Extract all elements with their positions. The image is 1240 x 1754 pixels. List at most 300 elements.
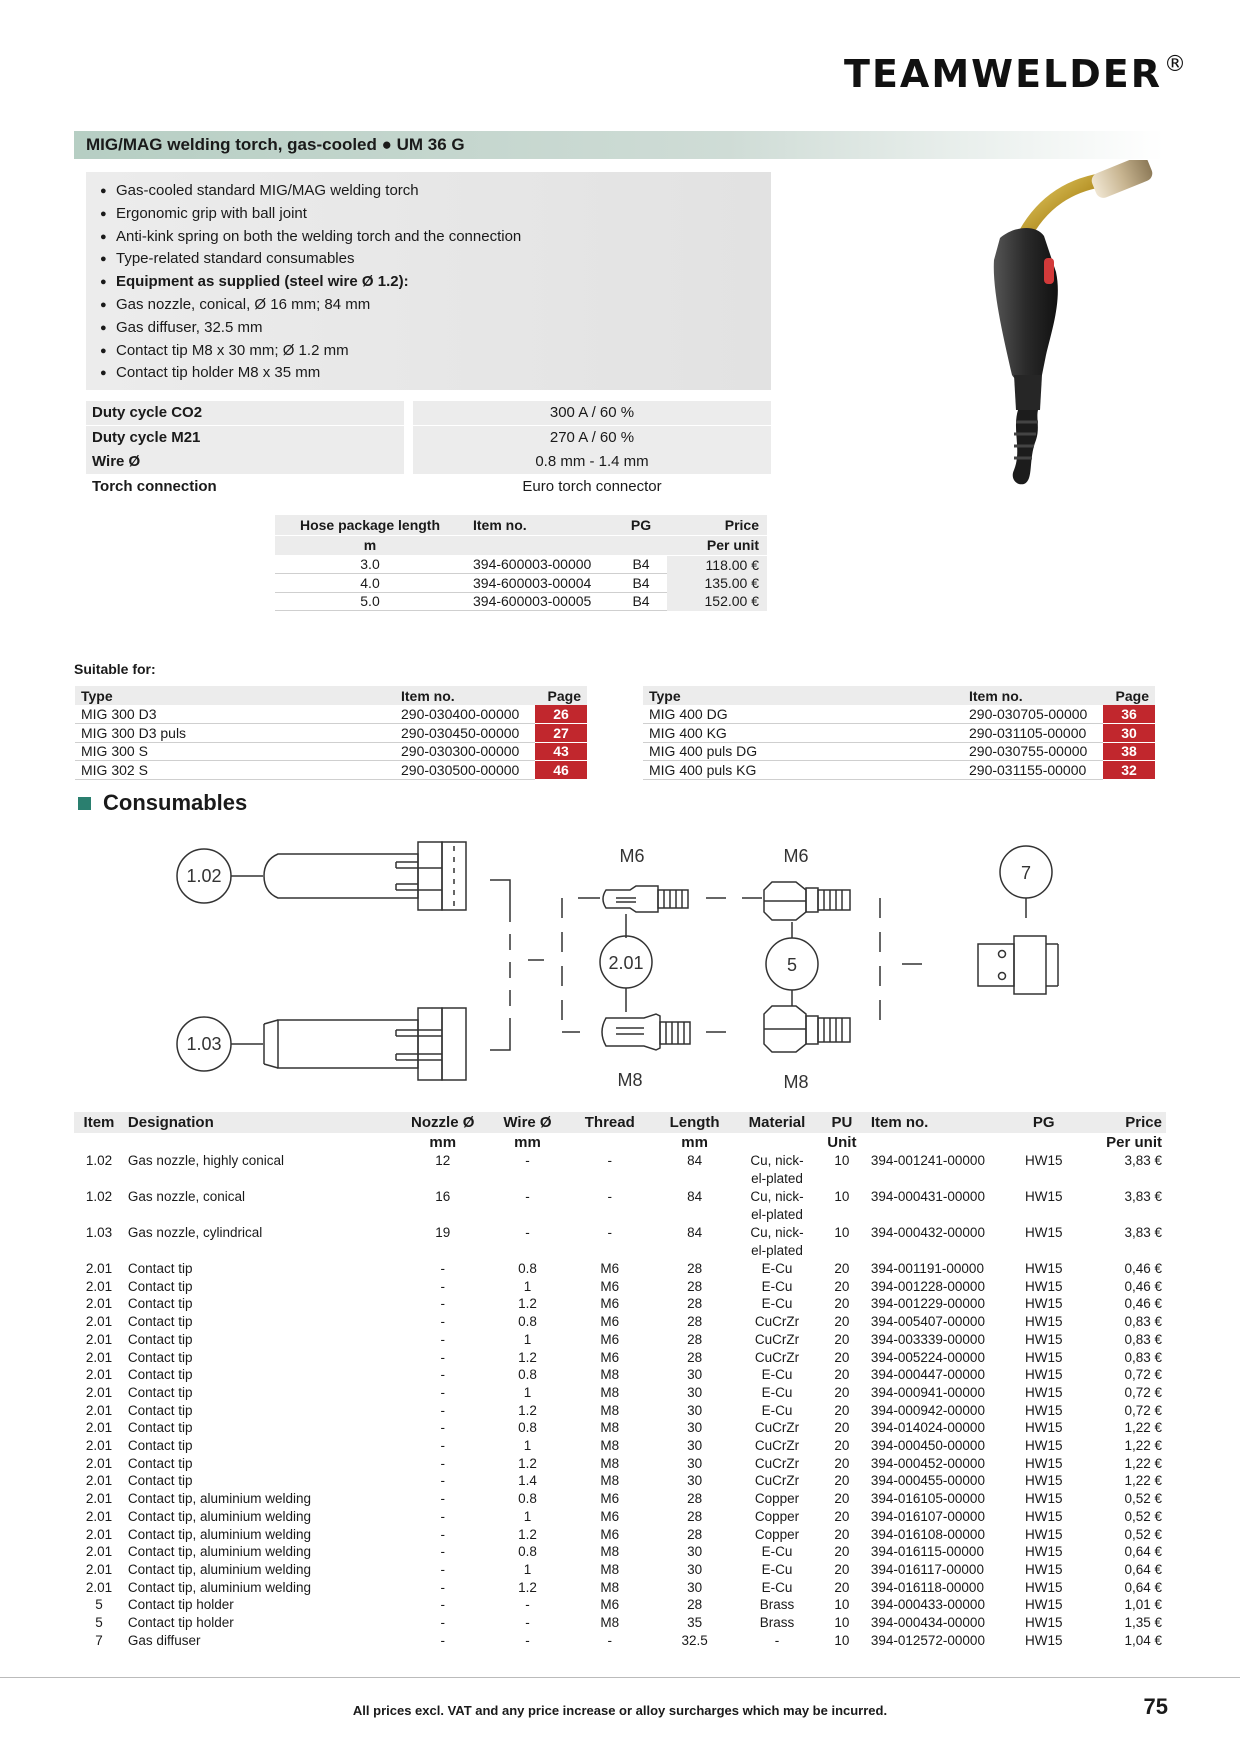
cons-cell: 0.8 [518,1314,537,1330]
cons-cell: 0,46 € [1124,1261,1162,1276]
cons-cell: M6 [600,1508,620,1524]
cons-cell: Cu, nick- el-plated [750,1189,804,1222]
cons-cell: 5 [95,1615,103,1631]
cons-cell: - [440,1473,445,1489]
cons-cell: 16 [435,1189,451,1204]
cons-cell: Copper [754,1491,800,1507]
cons-cell: 2.01 [85,1544,113,1560]
cons-cell: 0.8 [518,1544,537,1560]
cons-cell: 2.01 [85,1367,113,1383]
page-badge: 36 [1103,705,1155,724]
table-row [74,1526,1166,1544]
cons-cell: 2.01 [85,1349,113,1365]
cons-cell: 0,52 € [1124,1491,1162,1507]
cons-cell: - [440,1278,445,1294]
cons-cell: 0,83 € [1124,1314,1162,1330]
cons-cell: - [607,1225,613,1240]
spec-value: Euro torch connector [522,477,662,495]
cons-cell: 394-000447-00000 [870,1367,985,1383]
cons-cell: 394-003339-00000 [870,1331,985,1347]
cons-cell: 1 [523,1331,532,1347]
cons-cell: 2.01 [85,1508,113,1524]
cons-cell: 2.01 [85,1314,113,1330]
cons-cell: 394-000450-00000 [870,1438,985,1454]
cons-cell: 394-001229-00000 [870,1296,985,1312]
cons-cell: 30 [687,1561,703,1577]
cons-cell: Contact tip [127,1438,193,1454]
table-row [74,1455,1166,1473]
cons-cell: 0,72 € [1124,1367,1162,1383]
cons-cell: Contact tip holder [127,1597,234,1613]
cons-cell: 2.01 [85,1491,113,1507]
label-7: 7 [1020,863,1032,883]
cons-cell: 394-001228-00000 [870,1278,985,1294]
cons-header: PG [1011,1112,1076,1133]
cons-header: PU [817,1112,867,1133]
page-badge: 38 [1103,742,1155,761]
cons-cell: Contact tip, aluminium welding [127,1544,312,1560]
cons-cell: 1.2 [518,1579,537,1595]
hose-cell: 394-600003-00005 [465,592,615,611]
consumables-heading: Consumables [78,790,247,816]
cons-cell: Contact tip, aluminium welding [127,1526,312,1542]
cons-cell: 10 [834,1153,850,1168]
suit-cell: MIG 300 D3 [75,705,395,724]
cons-cell: Contact tip, aluminium welding [127,1508,312,1524]
suit-cell: 290-030450-00000 [395,724,535,743]
spec-table [86,401,771,499]
cons-cell: M8 [600,1473,620,1489]
cons-cell: 84 [687,1189,703,1204]
cons-cell: 10 [834,1189,850,1204]
cons-cell: M6 [600,1261,620,1276]
cons-cell: M8 [600,1579,620,1595]
hose-cell: 4.0 [275,574,465,593]
cons-cell: Contact tip [127,1367,193,1383]
cons-cell: M6 [600,1296,620,1312]
cons-cell: Contact tip, aluminium welding [127,1579,312,1595]
cons-cell: 2.01 [85,1261,113,1276]
hose-header-price: Price [667,515,767,535]
suit-cell: MIG 400 puls DG [643,742,963,761]
cons-cell: HW15 [1024,1438,1063,1454]
cons-cell: 28 [687,1296,703,1312]
cons-cell: - [440,1314,445,1330]
cons-subheader: Unit [827,1134,857,1151]
consumables-diagram [160,832,1080,1097]
cons-cell: Cu, nick- el-plated [750,1225,804,1258]
cons-cell: 1.2 [518,1296,537,1312]
cons-cell: 0,46 € [1124,1296,1162,1312]
table-row [75,724,587,743]
cons-header: Wire Ø [488,1112,568,1133]
cons-cell: 2.01 [85,1438,113,1454]
footer-divider [0,1677,1240,1678]
cons-cell: 1 [523,1384,532,1400]
spec-value: 270 A / 60 % [413,426,771,450]
table-row [74,1508,1166,1526]
page-badge: 26 [535,705,587,724]
table-row [74,1632,1166,1650]
cons-cell: Gas nozzle, highly conical [127,1153,285,1168]
cons-cell: HW15 [1024,1579,1063,1595]
cons-cell: 3,83 € [1124,1225,1162,1240]
cons-cell: 394-016117-00000 [870,1561,984,1577]
cons-header: Item no. [867,1112,1011,1133]
cons-cell: 20 [834,1384,850,1400]
table-row [643,761,1155,780]
spec-value: 300 A / 60 % [413,401,771,425]
cons-cell: CuCrZr [754,1438,800,1454]
table-row [74,1152,1166,1188]
table-row [643,705,1155,724]
cons-cell: 3,83 € [1124,1153,1162,1168]
spec-label: Duty cycle CO2 [86,401,404,425]
cons-cell: 30 [687,1544,703,1560]
cons-cell: - [525,1615,530,1631]
cons-cell: Brass [759,1615,795,1631]
cons-cell: Gas nozzle, conical [127,1189,245,1204]
cons-cell: 20 [834,1455,850,1471]
cons-cell: M8 [600,1561,620,1577]
suit-header-item: Item no. [963,686,1103,705]
cons-cell: 30 [687,1473,703,1489]
cons-cell: 394-000941-00000 [870,1384,985,1400]
cons-cell: 10 [834,1615,850,1631]
cons-cell: 32.5 [681,1632,708,1648]
cons-cell: M8 [600,1420,620,1436]
table-row [75,705,587,724]
cons-cell: 30 [687,1455,703,1471]
cons-cell: 28 [687,1278,703,1294]
cons-cell: 2.01 [85,1331,113,1347]
cons-cell: 1.2 [518,1402,537,1418]
cons-cell: HW15 [1024,1526,1063,1542]
cons-cell: - [607,1189,613,1204]
cons-cell: HW15 [1024,1349,1063,1365]
page-badge: 46 [535,761,587,780]
cons-cell: - [440,1367,445,1383]
cons-cell: E-Cu [761,1367,793,1383]
cons-cell: 394-001191-00000 [870,1261,984,1276]
table-row [74,1295,1166,1313]
cons-cell: - [440,1526,445,1542]
cons-cell: 20 [834,1367,850,1383]
cons-cell: 394-014024-00000 [870,1420,985,1436]
cons-cell: 1,04 € [1124,1632,1162,1648]
hose-cell: B4 [615,592,667,611]
cons-cell: HW15 [1024,1367,1063,1383]
cons-cell: 1.2 [518,1349,537,1365]
label-m8-holder: M8 [783,1072,809,1092]
cons-cell: 20 [834,1278,850,1294]
spec-label: Duty cycle M21 [86,426,404,450]
cons-cell: M8 [600,1544,620,1560]
cons-cell: 2.01 [85,1526,113,1542]
cons-cell: 28 [687,1261,703,1276]
cons-cell: 1,22 € [1124,1473,1162,1489]
table-row [74,1278,1166,1296]
cons-cell: Contact tip, aluminium welding [127,1561,312,1577]
cons-cell: CuCrZr [754,1349,800,1365]
cons-cell: 394-000434-00000 [870,1615,985,1631]
cons-cell: 5 [95,1597,103,1613]
table-row [74,1313,1166,1331]
table-row [74,1614,1166,1632]
spec-row [86,426,771,450]
cons-cell: 1.02 [85,1153,113,1168]
cons-cell: E-Cu [761,1278,793,1294]
cons-cell: 1,01 € [1124,1597,1162,1613]
hose-sub-blank [615,535,667,555]
table-row [74,1402,1166,1420]
cons-cell: Contact tip [127,1455,193,1471]
cons-cell: - [440,1438,445,1454]
cons-cell: 30 [687,1438,703,1454]
table-row [74,1543,1166,1561]
cons-cell: - [440,1491,445,1507]
cons-cell: 20 [834,1314,850,1330]
table-row [275,555,767,574]
table-row [74,1472,1166,1490]
suit-cell: MIG 300 S [75,742,395,761]
cons-cell: 28 [687,1597,703,1613]
table-row [74,1579,1166,1597]
cons-cell: 28 [687,1331,703,1347]
cons-cell: 0,64 € [1124,1579,1162,1595]
cons-cell: Contact tip [127,1420,193,1436]
cons-cell: - [440,1296,445,1312]
table-row [75,742,587,761]
suit-header-type: Type [75,686,395,705]
cons-cell: 20 [834,1420,850,1436]
cons-cell: Contact tip [127,1314,193,1330]
product-title: MIG/MAG welding torch, gas-cooled ● UM 36 G [74,131,1164,159]
label-m6-holder: M6 [783,846,809,866]
cons-cell: 30 [687,1402,703,1418]
cons-cell: 1.2 [518,1526,537,1542]
cons-cell: Copper [754,1526,800,1542]
cons-cell: - [440,1402,445,1418]
suit-cell: MIG 400 KG [643,724,963,743]
cons-cell: M8 [600,1384,620,1400]
hose-cell: B4 [615,574,667,593]
cons-cell: 394-016108-00000 [870,1526,985,1542]
label-m8-tip: M8 [617,1070,643,1090]
cons-subheader [1011,1133,1076,1152]
cons-cell: 394-016107-00000 [870,1508,985,1524]
cons-cell: 20 [834,1491,850,1507]
cons-cell: HW15 [1024,1597,1063,1613]
table-row [275,592,767,611]
cons-cell: 0,72 € [1124,1402,1162,1418]
cons-cell: - [525,1153,530,1168]
suit-header-page: Page [1103,686,1155,705]
cons-cell: 20 [834,1544,850,1560]
label-5: 5 [786,955,798,975]
cons-cell: - [440,1615,445,1631]
cons-cell: HW15 [1024,1508,1063,1524]
table-row [74,1419,1166,1437]
cons-cell: HW15 [1024,1632,1063,1648]
cons-cell: 28 [687,1526,703,1542]
cons-cell: 30 [687,1384,703,1400]
cons-cell: 0,52 € [1124,1526,1162,1542]
cons-cell: 0,64 € [1124,1544,1162,1560]
torch-image [952,160,1192,490]
feature-list [86,172,771,390]
suit-cell: MIG 300 D3 puls [75,724,395,743]
cons-cell: M6 [600,1597,620,1613]
cons-header: Material [737,1112,817,1133]
cons-cell: - [525,1225,530,1240]
cons-cell: Brass [759,1597,795,1613]
hose-cell: 118.00 € [667,555,767,574]
cons-cell: - [440,1561,445,1577]
cons-cell: 0.8 [518,1367,537,1383]
cons-cell: 0.8 [518,1261,537,1276]
table-row [74,1490,1166,1508]
cons-cell: 1,22 € [1124,1438,1162,1454]
cons-cell: 2.01 [85,1296,113,1312]
cons-cell: - [440,1331,445,1347]
cons-cell: 1.03 [85,1225,113,1240]
cons-cell: 10 [834,1597,850,1613]
cons-cell: 394-000433-00000 [870,1597,985,1613]
brand-logo: TEAMWELDER® [844,52,1188,96]
cons-cell: HW15 [1024,1402,1063,1418]
cons-cell: 19 [435,1225,451,1240]
cons-cell: 28 [687,1491,703,1507]
cons-cell: Contact tip [127,1296,193,1312]
spec-row [86,475,771,499]
cons-cell: M8 [600,1367,620,1383]
cons-cell: HW15 [1024,1225,1063,1240]
cons-subheader: mm [681,1134,708,1151]
cons-cell: 35 [687,1615,703,1631]
suit-cell: MIG 400 puls KG [643,761,963,780]
cons-cell: 394-000432-00000 [870,1225,985,1240]
page-badge: 32 [1103,761,1155,780]
cons-cell: - [525,1189,530,1204]
table-row [74,1260,1166,1278]
table-row [74,1596,1166,1614]
cons-cell: - [440,1508,445,1524]
cons-cell: HW15 [1024,1189,1063,1204]
cons-cell: Contact tip [127,1278,193,1294]
cons-cell: 0,46 € [1124,1278,1162,1294]
cons-cell: Contact tip [127,1331,193,1347]
cons-cell: E-Cu [761,1561,793,1577]
cons-subheader: Per unit [1106,1134,1162,1151]
cons-cell: HW15 [1024,1384,1063,1400]
cons-cell: 1 [523,1278,532,1294]
hose-cell: 135.00 € [667,574,767,593]
table-row [74,1349,1166,1367]
cons-cell: - [440,1632,445,1648]
cons-cell: Contact tip [127,1349,193,1365]
cons-cell: 20 [834,1349,850,1365]
cons-cell: 0,52 € [1124,1508,1162,1524]
suit-header-page: Page [535,686,587,705]
cons-cell: 12 [435,1153,451,1168]
cons-cell: 2.01 [85,1561,113,1577]
cons-cell: 394-016105-00000 [870,1491,985,1507]
cons-cell: - [440,1349,445,1365]
cons-cell: 28 [687,1314,703,1330]
page-badge: 43 [535,742,587,761]
cons-cell: Contact tip [127,1261,193,1276]
cons-cell: Contact tip holder [127,1615,234,1631]
cons-cell: M6 [600,1526,620,1542]
table-row [74,1224,1166,1260]
spec-label: Wire Ø [86,450,404,474]
cons-cell: HW15 [1024,1314,1063,1330]
cons-cell: 394-012572-00000 [870,1632,985,1648]
cons-cell: - [440,1261,445,1276]
suit-cell: 290-031155-00000 [963,761,1103,780]
spec-row [86,401,771,425]
cons-cell: CuCrZr [754,1473,800,1489]
cons-cell: M6 [600,1491,620,1507]
label-201: 2.01 [608,953,644,973]
hose-sub-unit: m [275,535,465,555]
cons-cell: 20 [834,1508,850,1524]
cons-cell: 10 [834,1632,850,1648]
suit-cell: 290-030400-00000 [395,705,535,724]
hose-cell: 5.0 [275,592,465,611]
cons-cell: M8 [600,1455,620,1471]
cons-cell: - [440,1420,445,1436]
cons-cell: - [607,1153,613,1168]
cons-cell: 1,22 € [1124,1420,1162,1436]
table-row [74,1437,1166,1455]
hose-package-table [275,515,767,611]
hose-sub-blank [465,535,615,555]
cons-cell: 0,83 € [1124,1331,1162,1347]
cons-subheader [867,1133,1011,1152]
cons-cell: HW15 [1024,1491,1063,1507]
hose-cell: 3.0 [275,555,465,574]
cons-header: Item [74,1112,124,1133]
feature-item: ● Anti-kink spring on both the welding torch and the connection [100,226,757,249]
cons-cell: 7 [95,1632,103,1648]
cons-cell: 20 [834,1579,850,1595]
cons-cell: 394-000455-00000 [870,1473,985,1489]
cons-subheader [737,1133,817,1152]
cons-cell: 2.01 [85,1278,113,1294]
label-m6-tip: M6 [619,846,645,866]
cons-subheader [74,1133,124,1152]
cons-cell: M6 [600,1349,620,1365]
cons-cell: 30 [687,1367,703,1383]
cons-cell: - [440,1544,445,1560]
cons-subheader [567,1133,652,1152]
suit-cell: MIG 302 S [75,761,395,780]
table-row [74,1384,1166,1402]
page-badge: 27 [535,724,587,743]
table-row [643,742,1155,761]
cons-subheader [124,1133,398,1152]
cons-cell: - [440,1579,445,1595]
cons-subheader: mm [429,1134,457,1151]
cons-cell: HW15 [1024,1615,1063,1631]
label-102: 1.02 [186,866,222,886]
cons-cell: - [525,1632,530,1648]
cons-cell: 1.4 [518,1473,537,1489]
cons-cell: M8 [600,1438,620,1454]
cons-cell: M8 [600,1402,620,1418]
